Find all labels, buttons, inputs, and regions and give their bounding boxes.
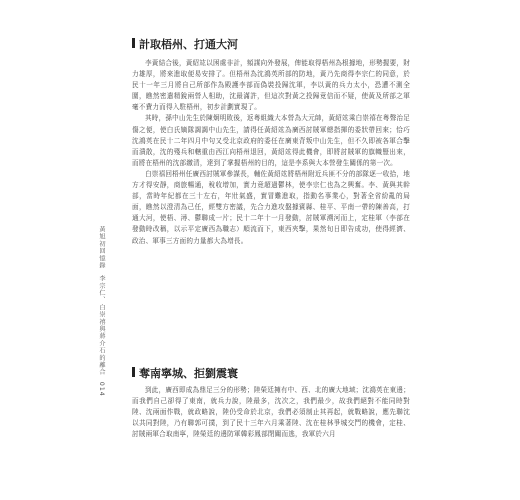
page-number: 014 xyxy=(98,381,105,397)
chapter-title: 李宗仁、白崇禧與蔣介石的離合 xyxy=(98,275,105,376)
margin-running-header xyxy=(97,226,106,397)
section-heading-2: 奪南寧城、拒劉震寰 xyxy=(132,365,238,381)
book-title: 黃旭初回憶錄 xyxy=(98,226,105,270)
paragraph: 白崇禧回梧州任廣西討賊軍參謀長，輔佐黃紹竑將梧州附近兵匪不分的部隊逐一收拾，地方才得安靜，商旅暢通，稅收增加，實力竟超過鬱林，使李宗仁也為之興奮。李、黃與其幹部，當時年紀都在三十左右，年壯氣盛，實冒難進取，指動名事業心，對著全省紛亂的局面，瞧然以澄清為己任，經雙方密議，先合力進攻盤據賓縣、桂平、平南一帶的陳善高，打通大河，使梧、潯、鬱聯成一片；民十二年十一月發動，討賊軍溯河而上，定桂軍（李部在發動時改稱，以示平定廣西為職志）順流而下，東西夾擊，果然旬日即告成功，使得經濟、政治、軍事三方面的力量都大為增長。 xyxy=(132,169,410,245)
paragraph: 到此，廣西即成為鼎足三分的形勢；陸榮廷擁有中、西、北的廣大地域；沈鴻英在東邊；而我們自己卻得了東南，就兵力說，陸最多，沈次之，我們最少，故我們絕對不能同時對陸、沈兩面作戰，就政略說，陸仍受命於北京，我們必須制止其再起，就戰略說，應先聯沈以共同對陸，乃有聯郭可撲，到了民十三年六月乘著陸、沈在桂林爭城交鬥的機會，定桂、討賊兩軍合取南寧，陸榮廷的邊防軍韓彩鳳部閉關而逃，我軍於六月 xyxy=(132,386,410,439)
paragraph: 其時，孫中山先生於陳炯明敗後，返粵組織大本營為大元帥，黃紹竑乘白崇禧在粵聲治足傷之便，使白氏嫡隊謁謁中山先生，請得任黃紹竑為廣西討賊軍總指揮的委狀帶回來；恰巧沈鴻英在民十二年四月中句又受北京政府的委任在廣東背叛中山先生，但不久即被各軍合擊而潰散，沈的殘兵和轄重由西江向梧州退回，黃紹竑得此機會，即將討賊軍的旗幟豎出來，而將在梧州的沈部繳清，達到了掌握梧州的目的，這是李系與大本營發生關係的第一次。 xyxy=(132,114,410,167)
section-body-1 xyxy=(132,58,410,247)
section-body-2 xyxy=(132,385,410,440)
section-heading-1: 計取梧州、打通大河 xyxy=(132,36,238,52)
paragraph: 李黃結合後，黃紹竑以困處非計，頻謀向外發展，俾能取得梧州為根據地，形勢握要，財力雄厚，將來進取便易安排了。但梧州為沈鴻英所部的防地，黃乃先商得李宗仁的同意，於民十一年三月將自己所部作為殿護李部而偽裝投歸沈軍，李以黃的兵力太小，恐遭不測全圍，瞧然密遣精銳兩營人相助，沈最滿許，但這次對黃之投歸竟信而不疑，使黃及所部之軍毫不費力而得入駐梧州，初步計劃實現了。 xyxy=(132,59,410,112)
